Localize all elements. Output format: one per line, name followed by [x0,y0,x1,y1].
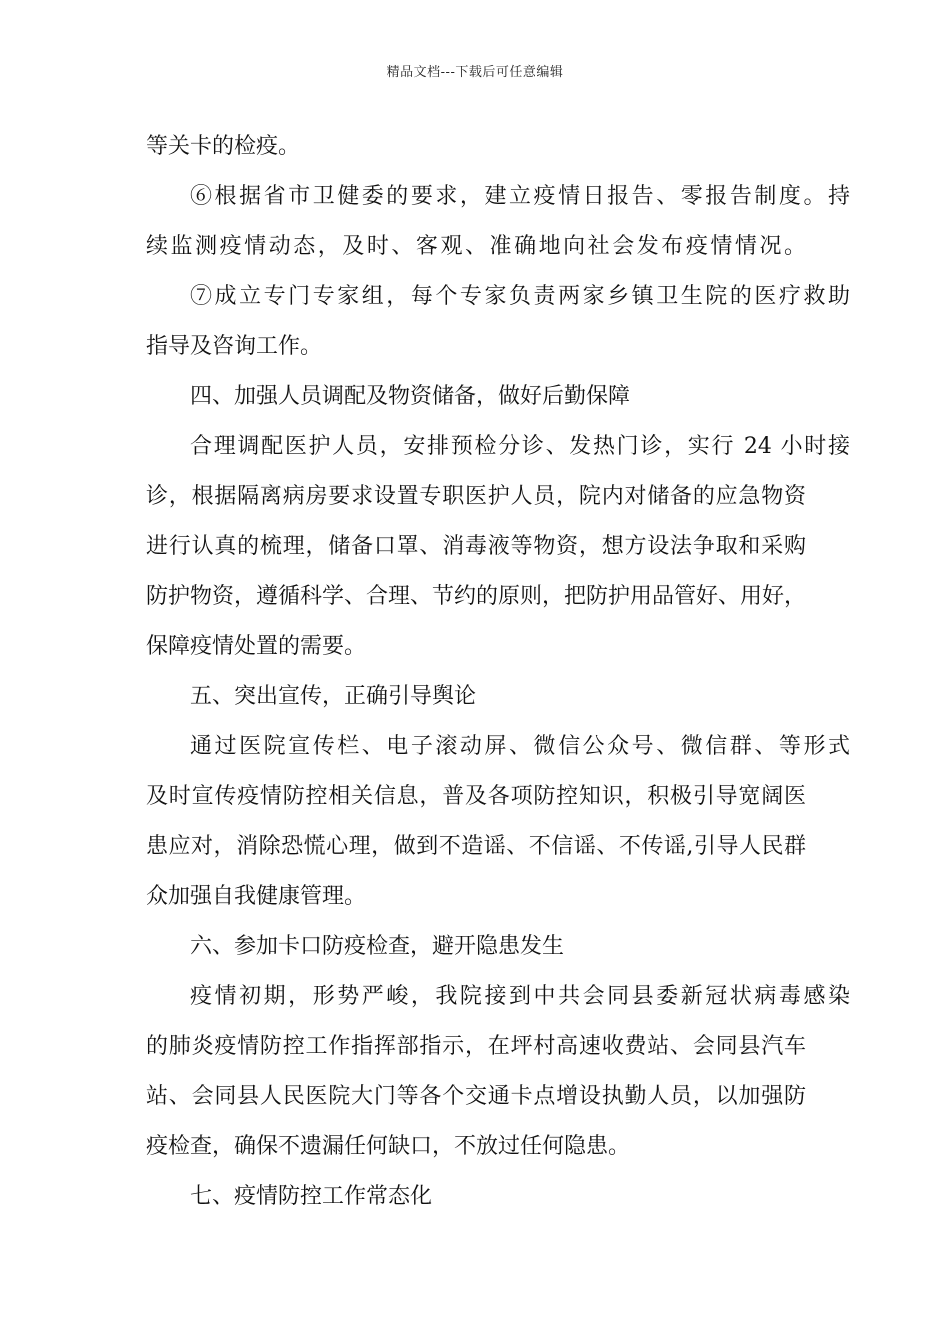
paragraph-line: 疫情初期，形势严峻，我院接到中共会同县委新冠状病毒感染 [190,984,850,1009]
paragraph-line: 保障疫情处置的需要。 [146,634,367,659]
paragraph-line: 合理调配医护人员，安排预检分诊、发热门诊，实行 24 小时接 [190,434,850,459]
paragraph-line: 诊，根据隔离病房要求设置专职医护人员，院内对储备的应急物资 [146,484,806,509]
paragraph-line: 等关卡的检疫。 [146,134,301,159]
section-heading: 七、疫情防控工作常态化 [190,1184,433,1209]
paragraph-line: 的肺炎疫情防控工作指挥部指示，在坪村高速收费站、会同县汽车 [146,1034,806,1059]
document-body [146,122,850,1222]
paragraph-line: ⑦成立专门专家组，每个专家负责两家乡镇卫生院的医疗救助 [190,284,850,309]
section-heading: 六、参加卡口防疫检查，避开隐患发生 [190,934,565,959]
paragraph-line: ⑥根据省市卫健委的要求，建立疫情日报告、零报告制度。持 [190,184,850,209]
paragraph-line: 患应对，消除恐慌心理，做到不造谣、不信谣、不传谣,引导人民群 [146,834,806,859]
paragraph-line: 进行认真的梳理，储备口罩、消毒液等物资，想方设法争取和采购 [146,534,806,559]
paragraph-line: 众加强自我健康管理。 [146,884,367,909]
section-heading: 五、突出宣传，正确引导舆论 [190,684,477,709]
paragraph-line: 防护物资，遵循科学、合理、节约的原则，把防护用品管好、用好， [146,584,807,609]
section-heading: 四、加强人员调配及物资储备，做好后勤保障 [190,384,631,409]
paragraph-line: 续监测疫情动态，及时、客观、准确地向社会发布疫情情况。 [146,234,806,259]
paragraph-line: 疫检查，确保不遗漏任何缺口，不放过任何隐患。 [146,1134,631,1159]
paragraph-line: 站、会同县人民医院大门等各个交通卡点增设执勤人员，以加强防 [146,1084,806,1109]
page-header: 精品文档---下载后可任意编辑 [386,65,564,80]
paragraph-line: 通过医院宣传栏、电子滚动屏、微信公众号、微信群、等形式 [190,734,850,759]
paragraph-line: 指导及咨询工作。 [146,334,323,359]
paragraph-line: 及时宣传疫情防控相关信息，普及各项防控知识，积极引导宽阔医 [146,784,806,809]
